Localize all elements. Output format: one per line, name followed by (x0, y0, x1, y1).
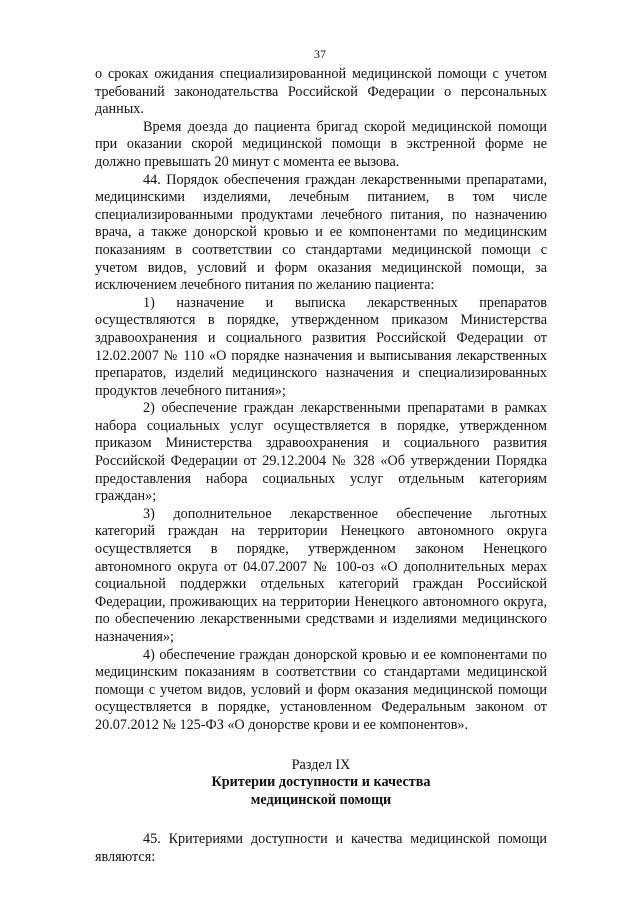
section-title-line-1: Критерии доступности и качества (211, 774, 431, 791)
paragraph-44: 44. Порядок обеспечения граждан лекарственными препаратами, медицинскими изделиями, лечебным питанием, в том числе специализированными продуктами лечебного питания, по назначению врача, а также донорской кровью и ее компонентами по медицинским показаниям в соответствии со стандартами медицинской помощи с учетом видов, условий и форм оказания медицинской помощи, за исключением лечебного питания по желанию пациента: (95, 171, 547, 294)
page-number: 37 (314, 47, 326, 61)
section-title-line-2: медицинской помощи (250, 791, 392, 808)
paragraph-45: 45. Критериями доступности и качества медицинской помощи являются: (95, 831, 547, 865)
paragraph-ambulance-time: Время доезда до пациента бригад скорой медицинской помощи при оказании скорой медицинской помощи в экстренной форме не должно превышать 20 минут с момента ее вызова. (95, 118, 547, 170)
list-item-1: 1) назначение и выписка лекарственных препаратов осуществляются в порядке, утвержденном приказом Министерства здравоохранения и социального развития Российской Федерации от 12.02.2007 № 110 «О порядке назначения и выписывания лекарственных препаратов, изделий медицинского назначения и специализированных продуктов лечебного питания»; (95, 294, 547, 399)
section-label: Раздел IX (291, 756, 351, 773)
list-item-4: 4) обеспечение граждан донорской кровью и ее компонентами по медицинским показаниям в соответствии со стандартами медицинской помощи с учетом видов, условий и форм оказания медицинской помощи осуществляется в порядке, установленном Федеральным законом от 20.07.2012 № 125-ФЗ «О донорстве крови и ее компонентов». (95, 646, 547, 733)
list-item-2: 2) обеспечение граждан лекарственными препаратами в рамках набора социальных услуг осуществляется в порядке, утвержденном приказом Министерства здравоохранения и социального развития Российской Федерации от 29.12.2004 № 328 «Об утверждении Порядка предоставления набора социальных услуг отдельным категориям граждан»; (95, 400, 547, 505)
list-item-3: 3) дополнительное лекарственное обеспечение льготных категорий граждан на территории Ненецкого автономного округа осуществляется в порядке, утвержденном законом Ненецкого автономного округа от 04.07.2007 № 100-оз «О дополнительных мерах социальной поддержки отдельных категорий граждан Российской Федерации, проживающих на территории Ненецкого автономного округа, по обеспечению лекарственными средствами и изделиями медицинского назначения»; (95, 505, 547, 645)
document-body (95, 66, 547, 867)
paragraph-continuation: о сроках ожидания специализированной медицинской помощи с учетом требований законодательства Российской Федерации о персональных данных. (95, 66, 547, 118)
